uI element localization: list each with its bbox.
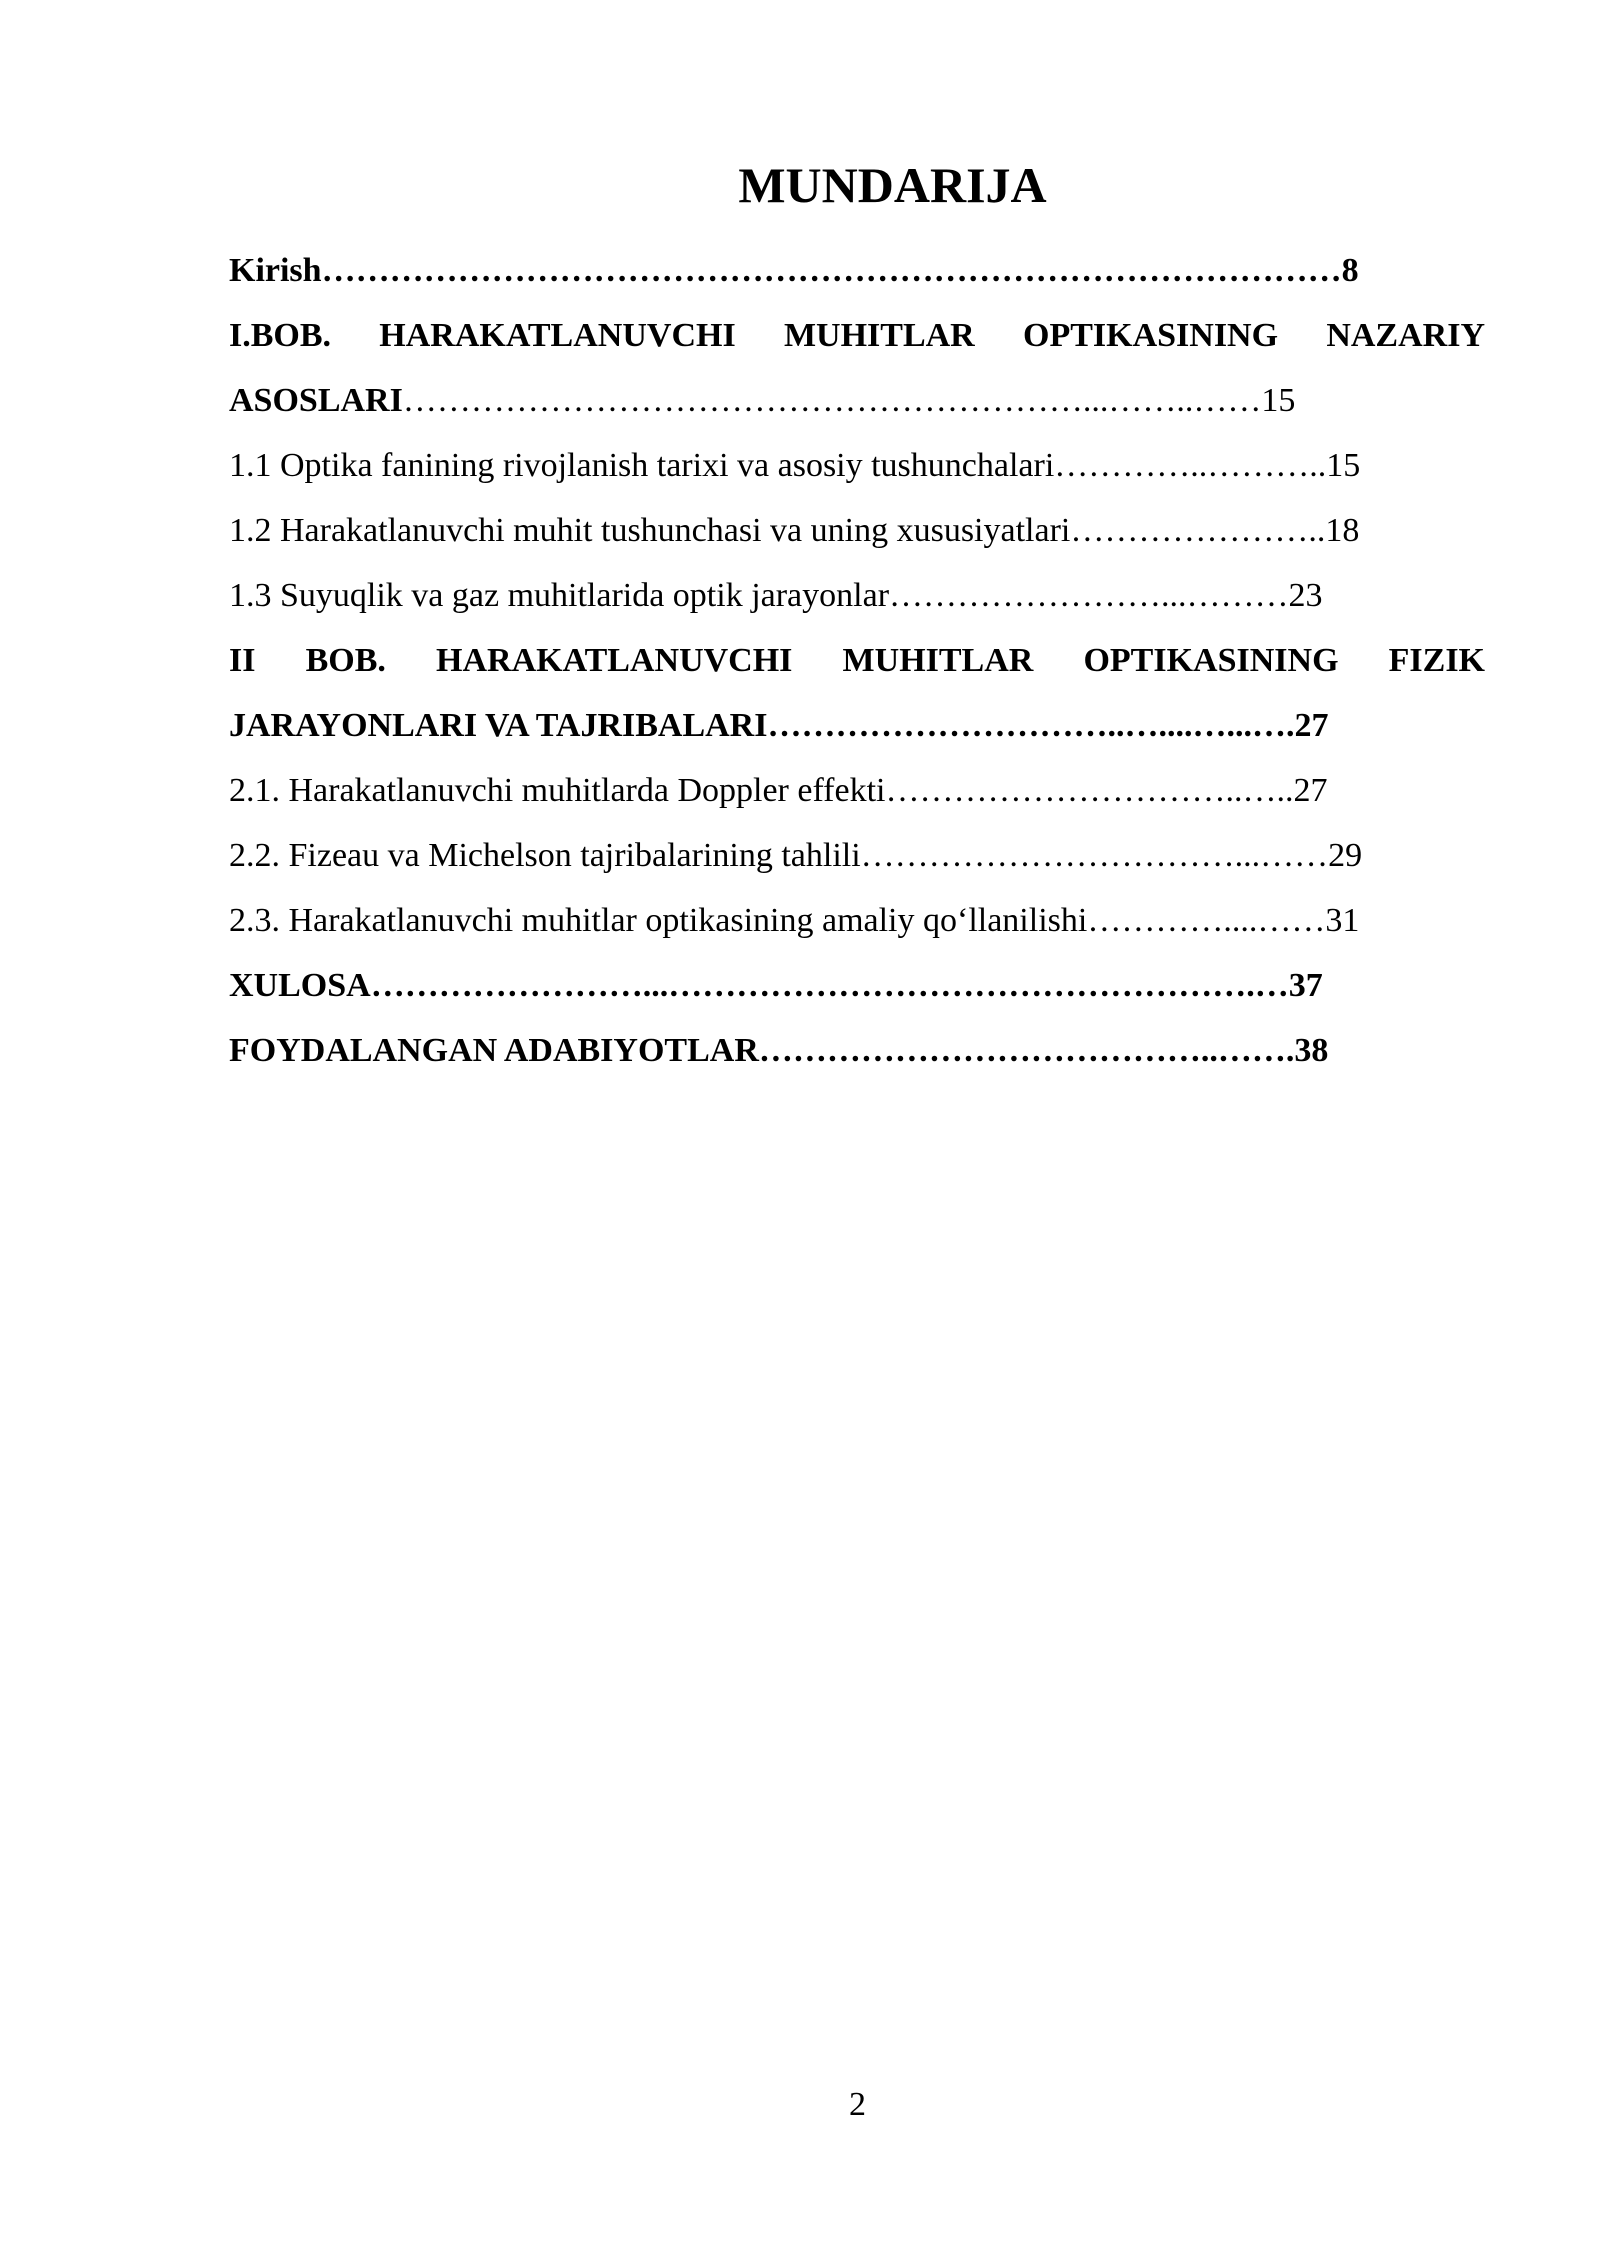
toc-entry-2-2: 2.2. Fizeau va Michelson tajribalarining tahlili……………………………...……29 bbox=[229, 837, 1363, 874]
toc-entry-chapter-1-heading-cont-label: ASOSLARI bbox=[229, 382, 403, 419]
table-of-contents bbox=[229, 238, 1485, 1083]
toc-entry-kirish: Kirish………………………………………………………………………………8 bbox=[229, 252, 1359, 289]
toc-entry-adabiyotlar: FOYDALANGAN ADABIYOTLAR…………………………………..…….38 bbox=[229, 1032, 1329, 1069]
toc-entry-chapter-1-heading-cont bbox=[229, 368, 1485, 433]
toc-entry-1-1: 1.1 Optika fanining rivojlanish tarixi va asosiy tushunchalari…………..………..15 bbox=[229, 447, 1361, 484]
toc-entry-chapter-1-heading: I.BOB. HARAKATLANUVCHI MUHITLAR OPTIKASINING NAZARIY bbox=[229, 317, 1485, 354]
toc-entry-chapter-2-heading-cont: JARAYONLARI VA TAJRIBALARI…………………………..…....…...….27 bbox=[229, 707, 1329, 744]
toc-entry-2-3: 2.3. Harakatlanuvchi muhitlar optikasining amaliy qo‘llanilishi…………....……31 bbox=[229, 902, 1360, 939]
page-title: MUNDARIJA bbox=[738, 157, 1047, 213]
toc-entry-xulosa: XULOSA……………………...…………………………………………….…37 bbox=[229, 967, 1323, 1004]
toc-entry-1-3: 1.3 Suyuqlik va gaz muhitlarida optik jarayonlar……………………...………23 bbox=[229, 577, 1323, 614]
toc-entry-2-1: 2.1. Harakatlanuvchi muhitlarda Doppler effekti…………………………..…..27 bbox=[229, 772, 1328, 809]
toc-entry-chapter-1-heading-cont-leader: ……………………………………………………...……..……15 bbox=[402, 382, 1296, 419]
page-number: 2 bbox=[849, 2086, 866, 2123]
toc-entry-1-2: 1.2 Harakatlanuvchi muhit tushunchasi va uning xususiyatlari…………………..18 bbox=[229, 512, 1360, 549]
toc-entry-chapter-2-heading: II BOB. HARAKATLANUVCHI MUHITLAR OPTIKASINING FIZIK bbox=[229, 642, 1485, 679]
